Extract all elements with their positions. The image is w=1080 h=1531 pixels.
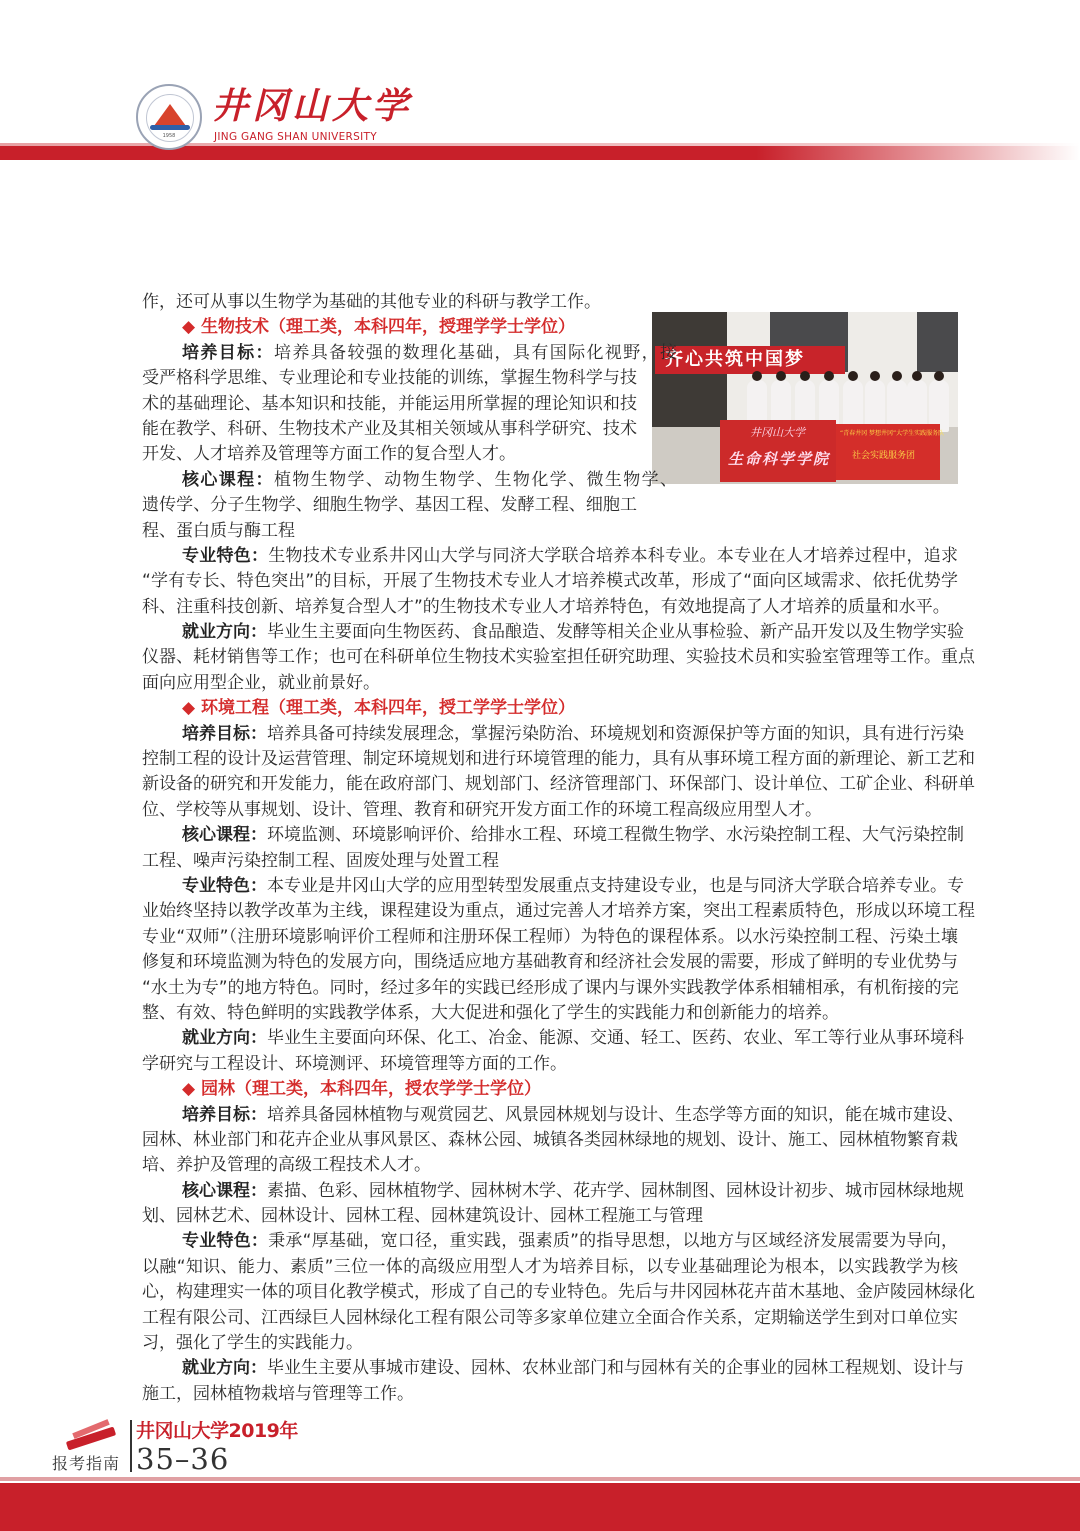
footer-guide-label: 报考指南 — [52, 1454, 121, 1473]
university-name-cn: 井冈山大学 — [212, 85, 413, 127]
footer-band-highlight — [0, 1477, 1080, 1481]
paragraph-label: 核心课程： — [182, 1180, 267, 1201]
paragraph-text: 工程、噪声污染控制工程、固废处理与处置工程 — [142, 850, 499, 871]
paragraph-line — [142, 1052, 958, 1077]
paragraph-text: 培养具备可持续发展理念，掌握污染防治、环境规划和资源保护等方面的知识，具有进行污染 — [267, 723, 964, 744]
article-body — [142, 290, 975, 1407]
paragraph-label: 就业方向： — [182, 1358, 267, 1379]
paragraph-line — [142, 798, 958, 823]
paragraph-line — [142, 1001, 958, 1026]
paragraph-text: 开发、人才培养及管理等方面工作的复合型人才。 — [142, 444, 516, 465]
paragraph-text: 习，强化了学生的实践能力。 — [142, 1333, 363, 1354]
paragraph-text: 环境监测、环境影响评价、给排水工程、环境工程微生物学、水污染控制工程、大气污染控制 — [267, 825, 964, 846]
paragraph-line — [142, 569, 958, 594]
intro-line: 作，还可从事以生物学为基础的其他专业的科研与教学工作。 — [142, 292, 601, 312]
paragraph-text: 控制工程的设计及运营管理、制定环境规划和进行环境管理的能力，具有从事环境工程方面的新理论、新工艺和 — [142, 749, 975, 770]
paragraph-line — [142, 1255, 958, 1280]
paragraph-line — [142, 417, 637, 442]
paragraph-text: 施工，园林植物栽培与管理等工作。 — [142, 1383, 414, 1404]
paragraph-text: “水土为专”的地方特色。同时，经过多年的实践已经形成了课内与课外实践教学体系相辅相承，有机衔接的完 — [142, 977, 959, 998]
paragraph-line — [142, 645, 975, 670]
paragraph-line — [142, 772, 975, 797]
paragraph-text: 程、蛋白质与酶工程 — [142, 520, 295, 541]
paragraph-line — [142, 722, 964, 747]
university-name-en: JING GANG SHAN UNIVERSITY — [214, 131, 377, 143]
banner-left-big: 生命科学学院 — [728, 450, 831, 468]
page-header — [0, 0, 1080, 165]
footer-title: 井冈山大学2019年 — [136, 1420, 298, 1442]
paragraph-text: 整、有效、特色鲜明的实践教学体系，大大促进和强化了学生的实践能力和创新能力的培养。 — [142, 1002, 839, 1023]
footer-red-band — [0, 1483, 1080, 1531]
paragraph-line — [142, 976, 958, 1001]
paragraph-text: 面向应用型企业，就业前景好。 — [142, 672, 380, 693]
paragraph-text: 学研究与工程设计、环境测评、环境管理等方面的工作。 — [142, 1053, 567, 1074]
paragraph-label: 专业特色： — [182, 1231, 269, 1252]
paragraph-text: 培、养护及管理的高级工程技术人才。 — [142, 1155, 431, 1176]
paragraph-text: 划、园林艺术、园林设计、园林工程、园林建筑设计、园林工程施工与管理 — [142, 1206, 703, 1227]
paragraph-text: 园林、林业部门和花卉企业从事风景区、森林公园、城镇各类园林绿地的规划、设计、施工、园林植物繁育栽 — [142, 1129, 958, 1150]
paragraph-line — [142, 1306, 958, 1331]
paragraph-line — [142, 747, 975, 772]
paragraph-text: 本专业是井冈山大学的应用型转型发展重点支持建设专业，也是与同济大学联合培养专业。专 — [267, 875, 964, 896]
university-seal-logo — [136, 84, 202, 150]
paragraph-text: 能在教学、科研、生物技术产业及其相关领域从事科学研究、技术 — [142, 418, 637, 439]
paragraph-line — [142, 1128, 958, 1153]
paragraph-line — [142, 874, 964, 899]
paragraph-text: 毕业生主要面向环保、化工、冶金、能源、交通、轻工、医药、农业、军工等行业从事环境科 — [267, 1028, 964, 1049]
footer-logo-icon — [62, 1420, 124, 1450]
paragraph-label: 培养目标： — [182, 723, 267, 744]
major-heading: ◆ 生物技术（理工类，本科四年，授理学学士学位） — [182, 317, 575, 338]
paragraph-line — [142, 1179, 964, 1204]
paragraph-line — [142, 899, 975, 924]
paragraph-line — [142, 620, 964, 645]
paragraph-line — [142, 468, 677, 493]
paragraph-label: 专业特色： — [182, 875, 267, 896]
paragraph-line — [142, 519, 637, 544]
major-heading: ◆ 环境工程（理工类，本科四年，授工学学士学位） — [182, 698, 575, 719]
paragraph-label: 核心课程： — [182, 825, 267, 846]
paragraph-text: 生物技术专业系井冈山大学与同济大学联合培养本科专业。本专业在人才培养过程中，追求 — [268, 545, 958, 566]
paragraph-label: 就业方向： — [182, 622, 267, 643]
paragraph-text: 以融“知识、能力、素质”三位一体的高级应用型人才为培养目标，以专业基础理论为根本，以实践教学为核 — [142, 1256, 958, 1277]
paragraph-text: 修复和环境监测为特色的发展方向，围绕适应地方基础教育和经济社会发展的需要，形成了鲜明的专业优势与 — [142, 952, 958, 973]
paragraph-line — [142, 392, 637, 417]
paragraph-label: 专业特色： — [182, 545, 269, 566]
paragraph-text: “学有专长、特色突出”的目标，开展了生物技术专业人才培养模式改革，形成了“面向区域需求、依托优势学 — [142, 571, 958, 592]
paragraph-line — [142, 1153, 958, 1178]
paragraph-text: 受严格科学思维、专业理论和专业技能的训练，掌握生物科学与技 — [142, 368, 637, 389]
paragraph-label: 培养目标： — [182, 342, 274, 363]
paragraph-text: 培养具备园林植物与观赏园艺、风景园林规划与设计、生态学等方面的知识，能在城市建设、 — [267, 1104, 964, 1125]
paragraph-line — [142, 671, 958, 696]
logo-year: 1958 — [162, 133, 176, 139]
paragraph-text: 遗传学、分子生物学、细胞生物学、基因工程、发酵工程、细胞工 — [142, 495, 637, 516]
paragraph-text: 毕业生主要面向生物医药、食品酿造、发酵等相关企业从事检验、新产品开发以及生物学实验 — [267, 622, 964, 643]
paragraph-text: 术的基础理论、基本知识和技能，并能运用所掌握的理论知识和技 — [142, 393, 637, 414]
paragraph-text: 植物生物学、动物生物学、生物化学、微生物学、 — [273, 469, 678, 490]
paragraph-line — [142, 493, 637, 518]
page-numbers: 35–36 — [136, 1442, 230, 1476]
paragraph-text: 工程有限公司、江西绿巨人园林绿化工程有限公司等多家单位建立全面合作关系，定期输送学生到对口单位实 — [142, 1307, 958, 1328]
paragraph-line — [142, 925, 958, 950]
paragraph-line — [142, 823, 964, 848]
paragraph-text: 新设备的研究和开发能力，能在政府部门、规划部门、经济管理部门、环保部门、设计单位、工矿企业、科研单 — [142, 774, 975, 795]
paragraph-line — [142, 849, 958, 874]
paragraph-text: 科、注重科技创新、培养复合型人才”的生物技术专业人才培养特色，有效地提高了人才培养的质量和水平。 — [142, 596, 950, 617]
paragraph-line — [142, 1382, 958, 1407]
paragraph-text: 仪器、耗材销售等工作；也可在科研单位生物技术实验室担任研究助理、实验技术员和实验室管理等工作。重点 — [142, 647, 975, 668]
banner-right-small: “青春井冈 梦想井冈”大学生实践服务队 — [840, 430, 945, 437]
paragraph-text: 培养具备较强的数理化基础，具有国际化视野，接 — [273, 342, 678, 363]
paragraph-line — [142, 1331, 958, 1356]
paragraph-line — [142, 1280, 975, 1305]
paragraph-text: 素描、色彩、园林植物学、园林树木学、花卉学、园林制图、园林设计初步、城市园林绿地规 — [267, 1180, 964, 1201]
footer-divider — [130, 1420, 132, 1472]
paragraph-label: 就业方向： — [182, 1028, 267, 1049]
paragraph-line — [142, 1356, 964, 1381]
wave-icon — [150, 125, 190, 130]
paragraph-line — [142, 950, 958, 975]
paragraph-text: 心，构建理实一体的项目化教学模式，形成了自己的专业特色。先后与井冈园林花卉苗木基地、金庐陵园林绿化 — [142, 1282, 975, 1303]
paragraph-line — [142, 1026, 964, 1051]
paragraph-text: 业始终坚持以教学改革为主线，课程建设为重点，通过完善人才培养方案，突出工程素质特色，形成以环境工程 — [142, 901, 975, 922]
paragraph-line — [142, 595, 958, 620]
paragraph-text: 毕业生主要从事城市建设、园林、农林业部门和与园林有关的企事业的园林工程规划、设计与 — [267, 1358, 964, 1379]
paragraph-label: 培养目标： — [182, 1104, 267, 1125]
photo-banner-top: 齐心共筑中国梦 — [655, 346, 845, 374]
paragraph-line — [142, 1229, 958, 1254]
paragraph-line — [142, 1103, 964, 1128]
major-heading: ◆ 园林（理工类，本科四年，授农学学士学位） — [182, 1079, 541, 1100]
paragraph-line — [142, 544, 958, 569]
banner-left-small: 井冈山大学 — [750, 426, 805, 439]
paragraph-line — [142, 1204, 958, 1229]
paragraph-text: 专业“双师”（注册环境影响评价工程师和注册环保工程师）为特色的课程体系。以水污染控制工程、污染土壤 — [142, 926, 958, 947]
paragraph-line — [142, 366, 637, 391]
paragraph-line — [142, 341, 677, 366]
mountain-icon — [154, 104, 186, 126]
paragraph-label: 核心课程： — [182, 469, 274, 490]
paragraph-line — [142, 442, 637, 467]
paragraph-text: 秉承“厚基础，宽口径，重实践，强素质”的指导思想，以地方与区域经济发展需要为导向， — [268, 1231, 958, 1252]
banner-right-big: 社会实践服务团 — [852, 451, 916, 461]
paragraph-text: 位、学校等从事规划、设计、管理、教育和研究开发方面工作的环境工程高级应用型人才。 — [142, 799, 822, 820]
